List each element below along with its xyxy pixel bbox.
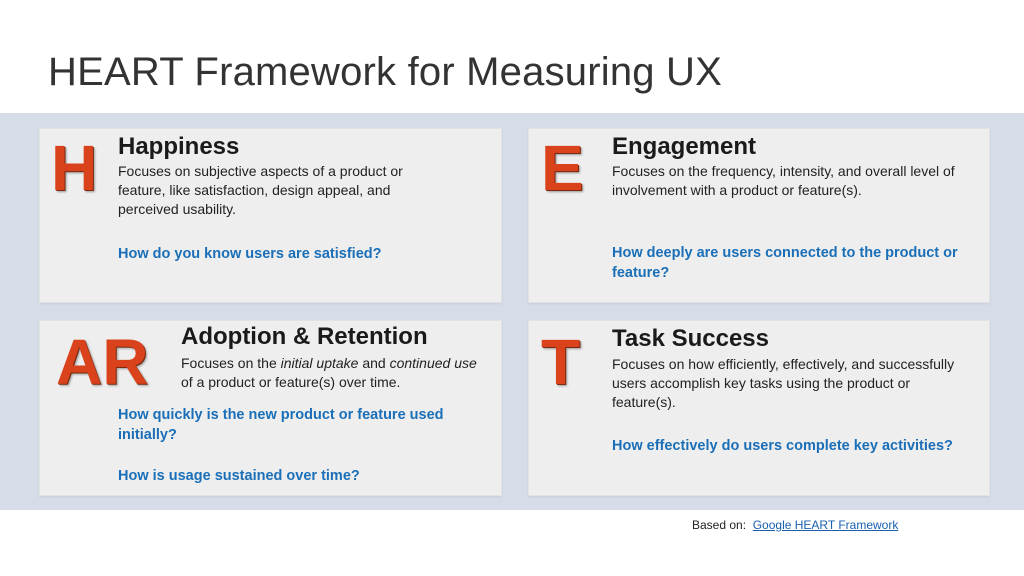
- card-heading: Engagement: [612, 133, 757, 160]
- card-question: How deeply are users connected to the product or feature?: [612, 245, 958, 281]
- google-heart-link[interactable]: Google HEART Framework: [752, 518, 899, 532]
- card-heading: Happiness: [118, 133, 240, 160]
- card-description: Focuses on the frequency, intensity, and overall level of involvement with a product or feature(s).: [612, 163, 955, 198]
- footer-label: Based on:: [692, 518, 747, 532]
- card-heading: Adoption & Retention: [181, 323, 428, 350]
- letter-e-icon: E: [541, 132, 584, 204]
- card-question: How do you know users are satisfied?: [118, 246, 382, 262]
- letter-h-icon: H: [51, 132, 98, 204]
- card-task-success: [528, 320, 990, 496]
- letter-t-icon: T: [541, 326, 581, 398]
- card-heading: Task Success: [612, 325, 769, 352]
- card-description: [181, 354, 491, 392]
- card-engagement: [528, 128, 990, 303]
- desc-emphasis: initial uptake: [280, 355, 359, 371]
- card-question: How quickly is the new product or feature used initially?: [118, 407, 444, 443]
- card-description: Focuses on subjective aspects of a product or feature, like satisfaction, design appeal, and perceived usability.: [118, 163, 403, 217]
- card-question: How effectively do users complete key activities?: [612, 438, 953, 454]
- page-title: HEART Framework for Measuring UX: [48, 50, 722, 94]
- card-question: How is usage sustained over time?: [118, 468, 360, 484]
- desc-text: and: [358, 355, 390, 371]
- desc-emphasis: continued use: [389, 355, 477, 371]
- desc-text: Focuses on the: [181, 355, 281, 371]
- card-adoption-retention: [39, 320, 502, 496]
- footer-source: [692, 518, 898, 532]
- desc-text: of a product or feature(s) over time.: [181, 374, 401, 390]
- card-description: Focuses on how efficiently, effectively, and successfully users accomplish key tasks using the product or feature(s).: [612, 356, 955, 410]
- card-happiness: [39, 128, 502, 303]
- letter-ar-icon: AR: [56, 326, 149, 398]
